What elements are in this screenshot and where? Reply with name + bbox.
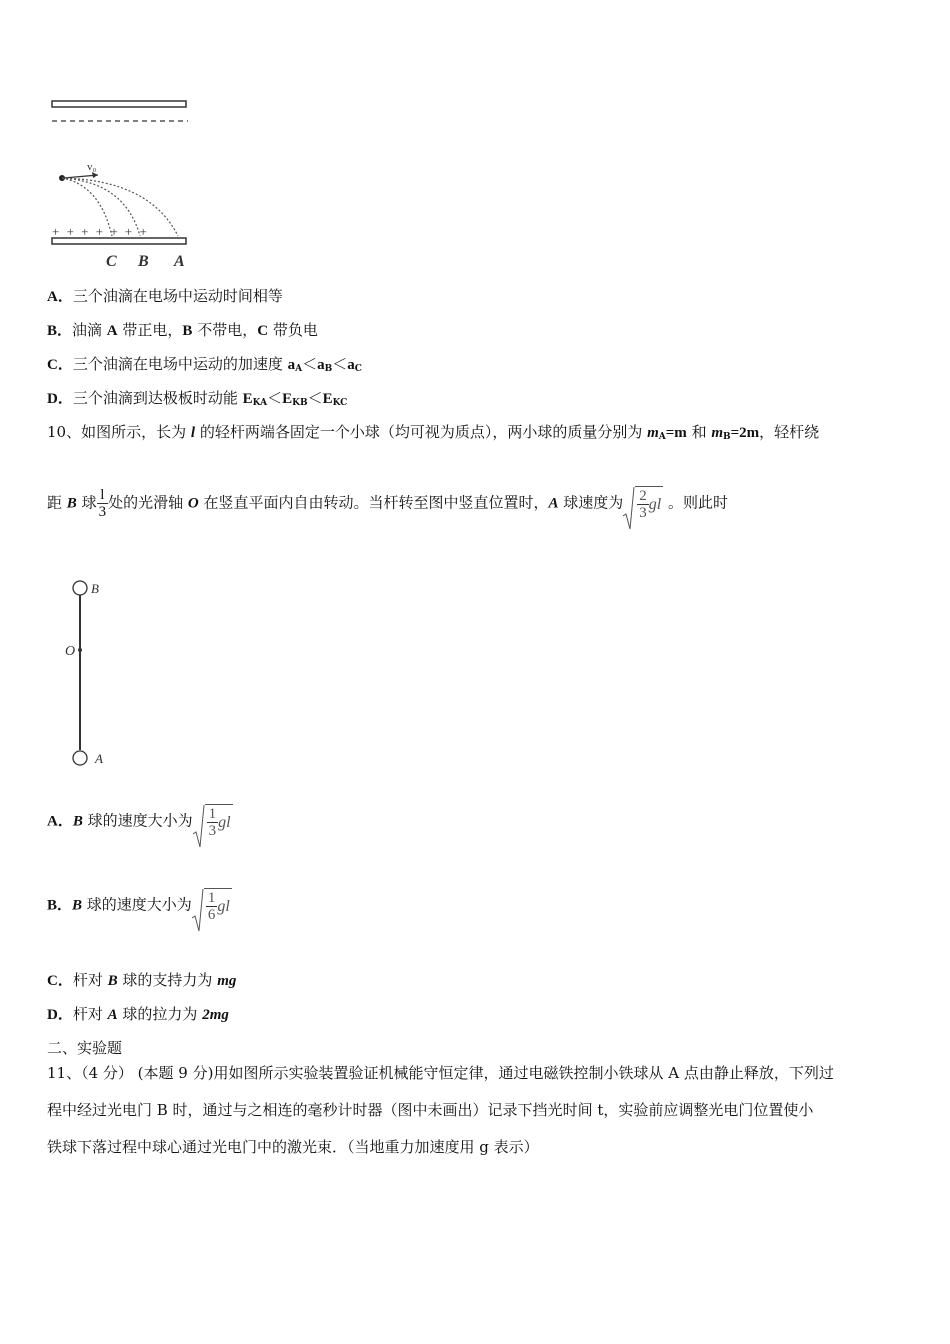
q10-option-c: C．杆对 B 球的支持力为 mg <box>47 971 237 989</box>
fraction-l-over-3: $\frac{l}{3}$ <box>98 486 107 520</box>
ball-b <box>73 581 87 595</box>
q10-option-a: A．B 球的速度大小为 $\frac{1}{3}$ gl <box>47 804 233 839</box>
axis-o <box>78 648 82 652</box>
q10-line2: 距 B 球 $\frac{l}{3}$ 处的光滑轴 O 在竖直平面内自由转动。当杆转至图中竖直位置时，A 球速度为 $\frac{2}{3}$ gl 。则此时 <box>47 486 728 521</box>
q9-option-d: D．三个油滴到达极板时动能 $E_{KA}<E_{KB}<E_{KC}$ <box>47 389 348 408</box>
section-title: 二、实验题 <box>47 1039 123 1057</box>
top-plate <box>52 101 186 107</box>
q10-line1: 10、如图所示，长为 l 的轻杆两端各固定一个小球（均可视为质点），两小球的质量分别为 $m_A=m$ 和 $m_B=2m$，轻杆绕 <box>47 423 820 442</box>
q9-option-c: C．三个油滴在电场中运动的加速度 $a_A<a_B<a_C$ <box>47 355 362 374</box>
q11-line1: 11、（4 分） (本题 9 分)用如图所示实验装置验证机械能守恒定律，通过电磁铁控制小铁球从 A 点由静止释放，下列过 <box>47 1064 834 1082</box>
label-b: B <box>138 253 149 270</box>
plus-signs: + + + + + + + <box>52 224 149 239</box>
q9-option-b: B．油滴 A 带正电，B 不带电，C 带负电 <box>47 321 318 339</box>
q11-line3: 铁球下落过程中球心通过光电门中的激光束．（当地重力加速度用 g 表示） <box>47 1138 539 1156</box>
label-mid-o: O <box>65 644 76 659</box>
ball-a <box>73 751 87 765</box>
q9-option-a: A．三个油滴在电场中运动时间相等 <box>47 287 283 305</box>
label-c: C <box>106 253 117 270</box>
oil-drop-figure <box>40 90 200 270</box>
sqrt-2-3-gl: $\frac{2}{3}$ gl <box>623 486 663 521</box>
label-top-b: B <box>91 581 99 596</box>
sqrt-1-3-gl: $\frac{1}{3}$ gl <box>193 804 233 839</box>
q11-line2: 程中经过光电门 B 时，通过与之相连的毫秒计时器（图中未画出）记录下挡光时间 t，实验前应调整光电门位置使小 <box>47 1101 814 1119</box>
label-bottom-a: A <box>95 751 103 766</box>
label-a: A <box>174 253 185 270</box>
q10-option-b: B．B 球的速度大小为 $\frac{1}{6}$ gl <box>47 888 232 923</box>
rod-figure <box>55 574 125 774</box>
v0-label: v₀ <box>87 161 97 173</box>
sqrt-1-6-gl: $\frac{1}{6}$ gl <box>192 888 232 923</box>
q10-option-d: D．杆对 A 球的拉力为 2mg <box>47 1005 229 1023</box>
